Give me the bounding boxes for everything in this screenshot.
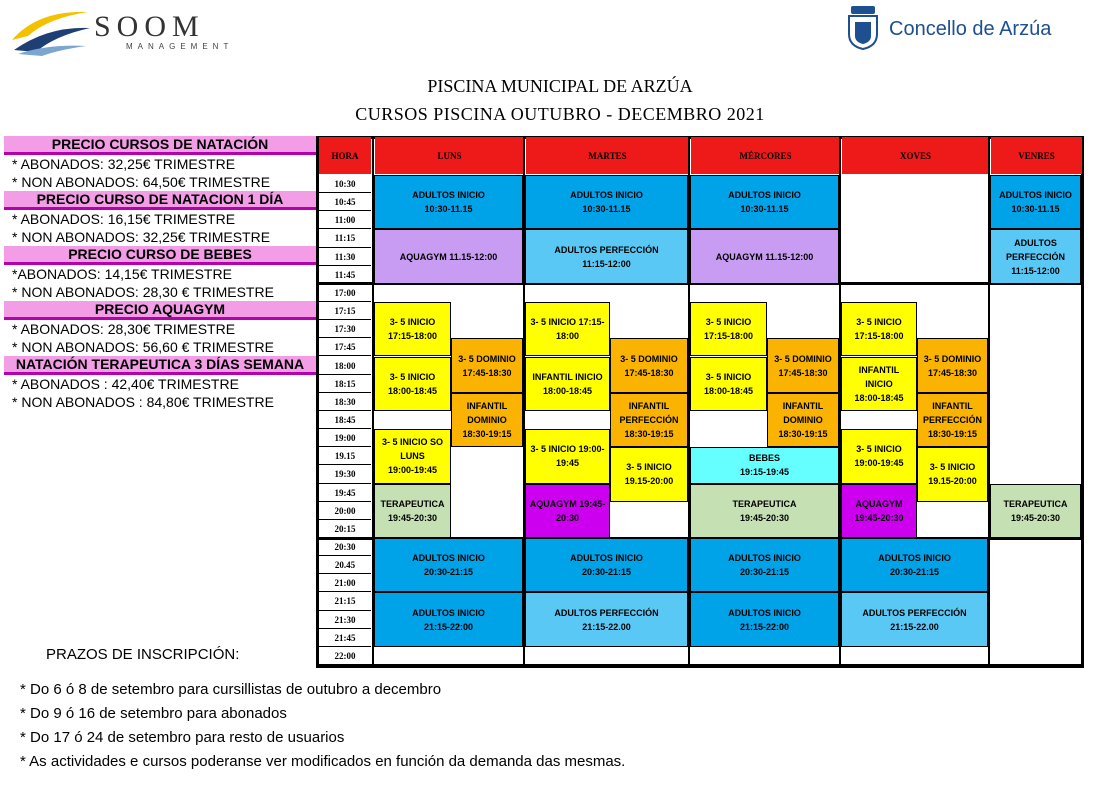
deadline-notes: [20, 678, 625, 774]
page-title: PISCINA MUNICIPAL DE ARZÚA: [427, 76, 693, 96]
note-line: * Do 6 ó 8 de setembro para cursillistas de outubro a decembro: [20, 681, 442, 698]
time-cell: 11:45: [319, 266, 371, 284]
class-block: TERAPEUTICA 19:45-20:30: [990, 484, 1081, 538]
crest-icon: [845, 4, 881, 50]
header-day: MARTES: [526, 137, 689, 174]
price-line: * ABONADOS : 42,40€ TRIMESTRE: [12, 376, 239, 392]
class-block: ADULTOS INICIO 20:30-21:15: [525, 538, 688, 592]
time-cell: 19.15: [319, 447, 371, 465]
class-block: ADULTOS INICIO 10:30-11.15: [990, 175, 1081, 229]
class-block: INFANTIL PERFECCIÓN 18:30-19:15: [610, 393, 688, 447]
class-block: ADULTOS INICIO 10:30-11.15: [374, 175, 523, 229]
header-hora: HORA: [319, 137, 371, 174]
class-block: INFANTIL PERFECCIÓN 18:30-19:15: [917, 393, 988, 447]
soom-logo: [8, 6, 234, 58]
price-line: * ABONADOS: 28,30€ TRIMESTRE: [12, 321, 236, 337]
time-cell: 19:45: [319, 484, 371, 502]
section-divider: [319, 664, 1082, 667]
note-line: * Do 17 ó 24 de setembro para resto de usuarios: [20, 729, 345, 746]
time-cell: 18:15: [319, 375, 371, 393]
class-block: ADULTOS PERFECCIÓN 21:15-22.00: [841, 592, 988, 646]
time-cell: 18:30: [319, 393, 371, 411]
price-heading: PRECIO CURSO DE NATACION 1 DÍA: [4, 191, 316, 210]
time-cell: 20:30: [319, 538, 371, 556]
class-block: 3- 5 INICIO 18:00-18:45: [374, 357, 451, 411]
class-block: AQUAGYM 11.15-12:00: [374, 229, 523, 283]
class-block: 3- 5 INICIO 19.15-20:00: [917, 447, 988, 501]
time-cell: 21:30: [319, 611, 371, 629]
class-block: 3- 5 DOMINIO 17:45-18:30: [767, 338, 839, 392]
time-cell: 11:30: [319, 248, 371, 266]
class-block: INFANTIL DOMINIO 18:30-19:15: [451, 393, 523, 447]
time-cell: 19:30: [319, 465, 371, 483]
time-cell: 10:30: [319, 175, 371, 193]
time-cell: 20:00: [319, 502, 371, 520]
price-panel: [4, 136, 316, 411]
class-block: TERAPEUTICA 19:45-20:30: [374, 484, 451, 538]
class-block: 3- 5 DOMINIO 17:45-18:30: [917, 338, 988, 392]
price-line: * NON ABONADOS: 64,50€ TRIMESTRE: [12, 174, 271, 190]
price-line: * NON ABONADOS: 32,25€ TRIMESTRE: [12, 229, 271, 245]
time-cell: 10:45: [319, 193, 371, 211]
page-subtitle: CURSOS PISCINA OUTUBRO - DECEMBRO 2021: [355, 104, 765, 124]
class-block: ADULTOS INICIO 20:30-21:15: [841, 538, 988, 592]
header-day: MÉRCORES: [691, 137, 840, 174]
class-block: AQUAGYM 19:45- 20:30: [525, 484, 610, 538]
class-block: ADULTOS INICIO 10:30-11.15: [525, 175, 688, 229]
class-block: ADULTOS INICIO 10:30-11.15: [690, 175, 839, 229]
class-block: 3- 5 INICIO 17:15- 18:00: [525, 302, 610, 356]
price-line: * ABONADOS: 16,15€ TRIMESTRE: [12, 211, 236, 227]
class-block: INFANTIL DOMINIO 18:30-19:15: [767, 393, 839, 447]
time-cell: 17:45: [319, 338, 371, 356]
class-block: ADULTOS INICIO 21:15-22:00: [374, 592, 523, 646]
class-block: AQUAGYM 19:45-20:30: [841, 484, 917, 538]
price-line: * NON ABONADOS: 56,60 € TRIMESTRE: [12, 339, 274, 355]
time-cell: 18:00: [319, 357, 371, 375]
note-line: * As actividades e cursos poderanse ver modificados en función da demanda das mesmas.: [20, 753, 626, 770]
class-block: AQUAGYM 11.15-12:00: [690, 229, 839, 283]
price-line: *ABONADOS: 14,15€ TRIMESTRE: [12, 266, 232, 282]
header-day: VENRES: [991, 137, 1082, 174]
time-cell: 17:15: [319, 302, 371, 320]
price-heading: PRECIO CURSO DE BEBES: [4, 246, 316, 265]
time-cell: 17:30: [319, 320, 371, 338]
class-block: 3- 5 DOMINIO 17:45-18:30: [451, 338, 523, 392]
class-block: ADULTOS INICIO 21:15-22:00: [690, 592, 839, 646]
class-block: 3- 5 DOMINIO 17:45-18:30: [610, 338, 688, 392]
soom-logo-wordmark: SOOM: [94, 10, 205, 43]
class-block: INFANTIL INICIO 18:00-18:45: [841, 357, 917, 411]
time-cell: 19:00: [319, 429, 371, 447]
time-cell: 11:00: [319, 211, 371, 229]
class-block: 3- 5 INICIO 17:15-18:00: [690, 302, 767, 356]
class-block: 3- 5 INICIO 19.15-20:00: [610, 447, 688, 501]
deadlines-title: PRAZOS DE INSCRIPCIÓN:: [46, 646, 240, 663]
class-block: 3- 5 INICIO 19:00- 19:45: [525, 429, 610, 483]
time-cell: 21:15: [319, 592, 371, 610]
time-cell: 21:00: [319, 574, 371, 592]
class-block: ADULTOS PERFECCIÓN 11:15-12:00: [990, 229, 1081, 283]
header-day: LUNS: [375, 137, 524, 174]
time-cell: 18:45: [319, 411, 371, 429]
price-heading: PRECIO AQUAGYM: [4, 301, 316, 320]
note-line: * Do 9 ó 16 de setembro para abonados: [20, 705, 287, 722]
class-block: ADULTOS INICIO 20:30-21:15: [374, 538, 523, 592]
class-block: 3- 5 INICIO 18:00-18:45: [690, 357, 767, 411]
time-cell: 22:00: [319, 647, 371, 665]
class-block: 3- 5 INICIO 17:15-18:00: [841, 302, 917, 356]
price-line: * ABONADOS: 32,25€ TRIMESTRE: [12, 156, 236, 172]
time-cell: 17:00: [319, 284, 371, 302]
soom-swoosh-icon: [8, 6, 92, 56]
class-block: ADULTOS INICIO 20:30-21:15: [690, 538, 839, 592]
time-cell: 20:15: [319, 520, 371, 538]
class-block: ADULTOS PERFECCIÓN 21:15-22.00: [525, 592, 688, 646]
class-block: TERAPEUTICA 19:45-20:30: [690, 484, 839, 538]
price-heading: PRECIO CURSOS DE NATACIÓN: [4, 136, 316, 155]
price-line: * NON ABONADOS: 28,30 € TRIMESTRE: [12, 284, 274, 300]
time-cell: 11:15: [319, 229, 371, 247]
soom-logo-subtitle: MANAGEMENT: [126, 42, 234, 51]
concello-logo: [845, 4, 1075, 52]
class-block: 3- 5 INICIO 17:15-18:00: [374, 302, 451, 356]
header-day: XOVES: [842, 137, 989, 174]
class-block: BEBES 19:15-19:45: [690, 447, 839, 483]
concello-name: Concello de Arzúa: [889, 18, 1052, 40]
class-block: 3- 5 INICIO 19:00-19:45: [841, 429, 917, 483]
price-heading: NATACIÓN TERAPEUTICA 3 DÍAS SEMANA: [4, 356, 316, 375]
time-cell: 21:45: [319, 629, 371, 647]
time-cell: 20.45: [319, 556, 371, 574]
class-block: 3- 5 INICIO SO LUNS 19:00-19:45: [374, 429, 451, 483]
class-block: ADULTOS PERFECCIÓN 11:15-12:00: [525, 229, 688, 283]
price-line: * NON ABONADOS : 84,80€ TRIMESTRE: [12, 394, 274, 410]
class-block: INFANTIL INICIO 18:00-18:45: [525, 357, 610, 411]
